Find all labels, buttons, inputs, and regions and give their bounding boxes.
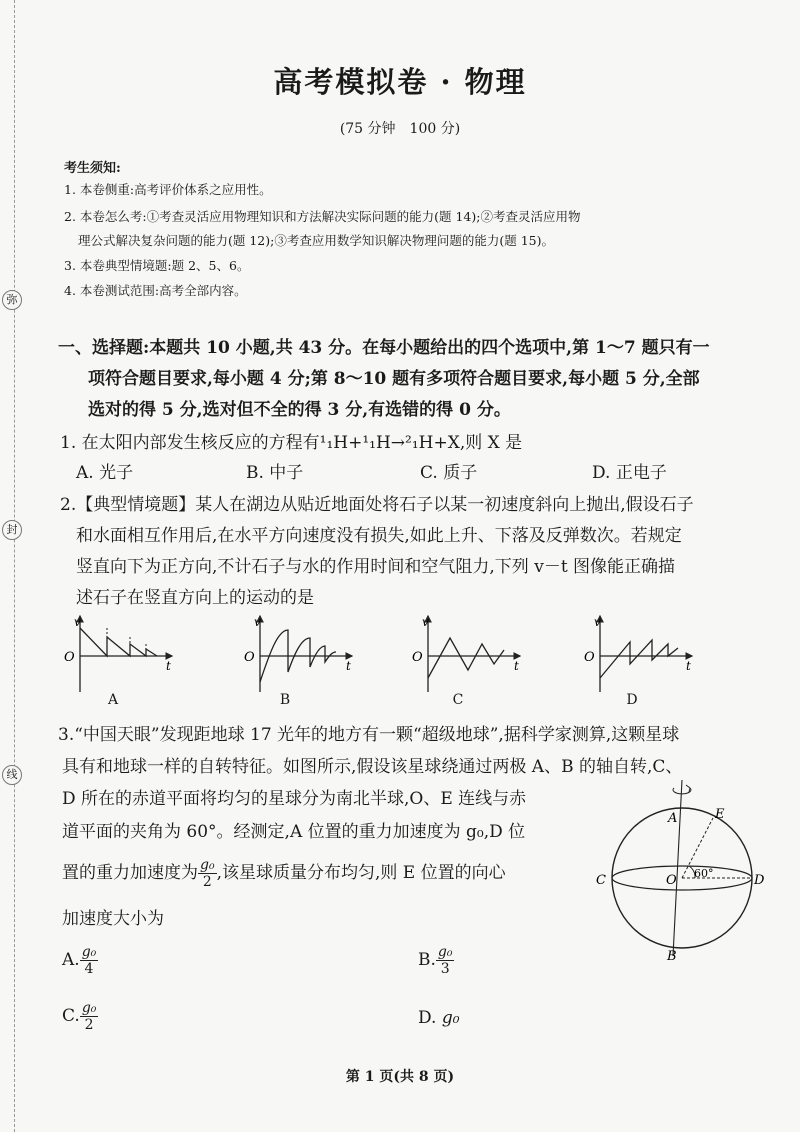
q2-stem: 和水面相互作用后,在水平方向速度没有损失,如此上升、下落及反弹数次。若规定 xyxy=(76,526,682,546)
q3-option-c: C. $\frac{\text{g₀}}{2}$ xyxy=(62,1000,97,1033)
axis-origin: O xyxy=(244,650,255,665)
notice-heading: 考生须知: xyxy=(64,161,121,176)
label-c: C xyxy=(596,873,606,888)
axis-t: t xyxy=(686,659,691,673)
q2-stem: 竖直向下为正方向,不计石子与水的作用时间和空气阻力,下列 v－t 图像能正确描 xyxy=(76,557,676,577)
binding-margin xyxy=(0,0,22,1132)
graph-label-d: D xyxy=(626,692,638,708)
q3-option-a: A. $\frac{\text{g₀}}{4}$ xyxy=(62,944,97,977)
axis-v: v xyxy=(254,615,261,629)
q1-stem: 1. 在太阳内部发生核反应的方程有¹₁H+¹₁H→²₁H+X,则 X 是 xyxy=(60,433,523,453)
q1-option-a: A. 光子 xyxy=(76,463,134,483)
q3-stem: 加速度大小为 xyxy=(62,909,164,929)
q3-option-d: D. g₀ xyxy=(418,1008,460,1028)
graph-c xyxy=(412,615,520,692)
graph-d xyxy=(584,615,692,692)
margin-mark-xian: 线 xyxy=(2,765,22,785)
graph-label-c: C xyxy=(452,692,464,708)
label-e: E xyxy=(715,807,725,822)
q3-sphere-figure xyxy=(594,778,774,963)
notice-item: 1. 本卷侧重:高考评价体系之应用性。 xyxy=(64,182,272,197)
axis-v: v xyxy=(422,615,429,629)
label-b: B xyxy=(667,949,677,963)
margin-mark-feng: 封 xyxy=(2,520,22,540)
graph-b xyxy=(244,615,352,692)
q2-stem: 2.【典型情境题】某人在湖边从贴近地面处将石子以某一初速度斜向上抛出,假设石子 xyxy=(60,495,694,515)
label-angle: 60° xyxy=(694,867,714,880)
graph-a xyxy=(64,615,172,692)
axis-t: t xyxy=(166,659,171,673)
q2-stem: 述石子在竖直方向上的运动的是 xyxy=(76,588,314,608)
q1-option-c: C. 质子 xyxy=(420,463,478,483)
graph-label-a: A xyxy=(107,692,119,708)
axis-v: v xyxy=(74,615,81,629)
q3-stem-with-fraction: 置的重力加速度为 $\frac{\text{g₀}}{2}$ ,该星球质量分布均匀,则 E 位置的向心 xyxy=(62,857,506,890)
notice-item: 4. 本卷测试范围:高考全部内容。 xyxy=(64,283,247,298)
section-instructions: 项符合题目要求,每小题 4 分;第 8～10 题有多项符合题目要求,每小题 5 分,全部 xyxy=(88,369,700,389)
margin-mark-mi: 弥 xyxy=(2,290,22,310)
q3-stem: D 所在的赤道平面将均匀的星球分为南北半球,O、E 连线与赤 xyxy=(62,789,527,809)
q3-stem: 道平面的夹角为 60°。经测定,A 位置的重力加速度为 g₀,D 位 xyxy=(62,822,526,842)
axis-t: t xyxy=(514,659,519,673)
fraction-g0-over-2: $\frac{\text{g₀}}{2}$ xyxy=(200,857,215,890)
notice-item: 2. 本卷怎么考:①考查灵活应用物理知识和方法解决实际问题的能力(题 14);②考查灵活应用物 xyxy=(64,209,581,224)
q3-option-b: B. $\frac{\text{g₀}}{3}$ xyxy=(418,944,453,977)
notice-item: 理公式解决复杂问题的能力(题 12);③考查应用数学知识解决物理问题的能力(题 15)。 xyxy=(78,233,554,248)
q1-option-d: D. 正电子 xyxy=(592,463,667,483)
page-subtitle: (75 分钟 100 分) xyxy=(339,121,461,137)
axis-origin: O xyxy=(584,650,595,665)
notice-item: 3. 本卷典型情境题:题 2、5、6。 xyxy=(64,258,250,273)
axis-origin: O xyxy=(64,650,75,665)
q3-stem: 具有和地球一样的自转特征。如图所示,假设该星球绕通过两极 A、B 的轴自转,C、 xyxy=(62,757,683,777)
binding-dashed-line xyxy=(14,0,15,1132)
page-title: 高考模拟卷 · 物理 xyxy=(273,65,527,99)
section-instructions: 选对的得 5 分,选对但不全的得 3 分,有选错的得 0 分。 xyxy=(88,400,511,420)
q1-option-b: B. 中子 xyxy=(246,463,304,483)
label-d: D xyxy=(754,873,765,888)
label-a: A xyxy=(668,811,678,826)
axis-t: t xyxy=(346,659,351,673)
section-instructions: 一、选择题:本题共 10 小题,共 43 分。在每小题给出的四个选项中,第 1～7 题只有一 xyxy=(58,338,710,358)
q3-stem: 3.“中国天眼”发现距地球 17 光年的地方有一颗“超级地球”,据科学家测算,这颗星球 xyxy=(58,725,680,745)
page-number: 第 1 页(共 8 页) xyxy=(345,1069,455,1085)
label-o: O xyxy=(666,873,677,888)
axis-v: v xyxy=(594,615,601,629)
axis-origin: O xyxy=(412,650,423,665)
graph-label-b: B xyxy=(279,692,291,708)
